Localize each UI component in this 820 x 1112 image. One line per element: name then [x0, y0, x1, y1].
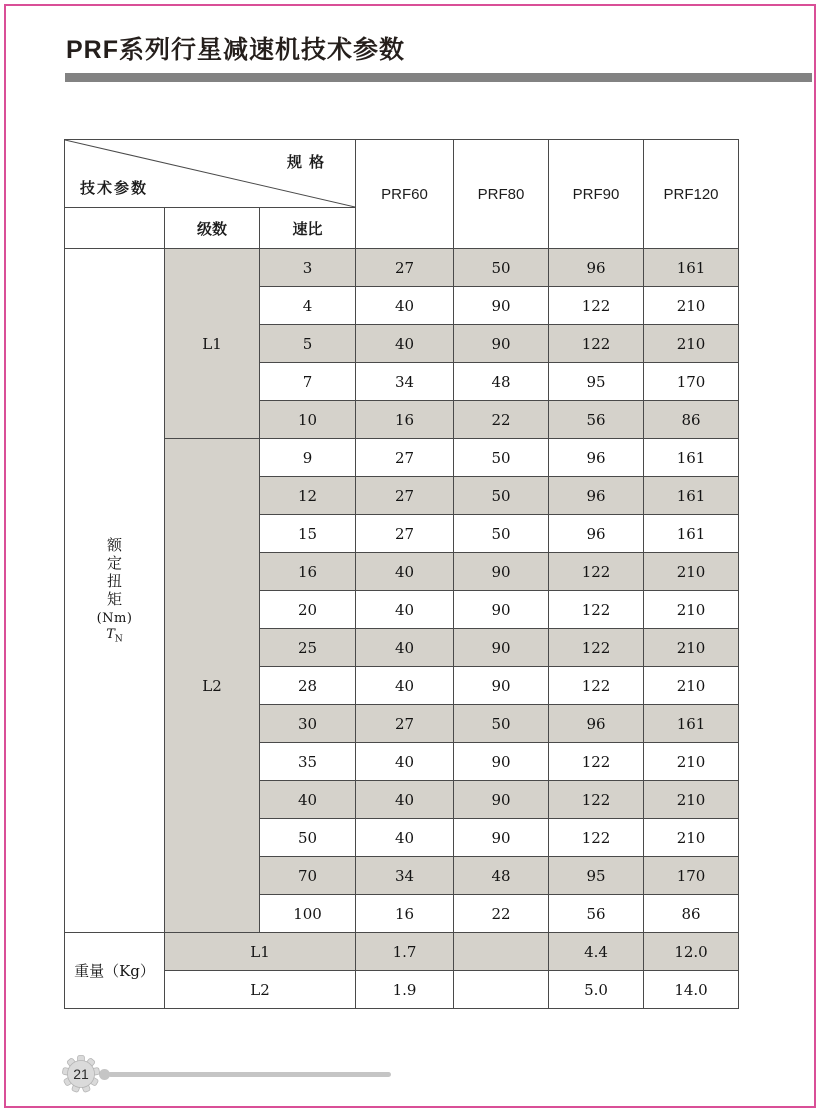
- value-cell: 56: [549, 895, 644, 933]
- spec-table: [64, 139, 739, 1009]
- diagonal-header-cell: [65, 140, 356, 208]
- value-cell: 48: [454, 363, 549, 401]
- value-cell: 90: [454, 325, 549, 363]
- value-cell: 34: [356, 857, 454, 895]
- ratio-cell: 4: [260, 287, 356, 325]
- model-header-prf80: PRF80: [454, 140, 549, 249]
- value-cell: 96: [549, 705, 644, 743]
- value-cell: 96: [549, 515, 644, 553]
- weight-stage-cell-l1: L1: [165, 933, 356, 971]
- value-cell: 27: [356, 515, 454, 553]
- value-cell: 161: [644, 515, 739, 553]
- value-cell: 170: [644, 363, 739, 401]
- value-cell: 90: [454, 781, 549, 819]
- value-cell: 210: [644, 743, 739, 781]
- ratio-cell: 100: [260, 895, 356, 933]
- weight-value-cell: [454, 971, 549, 1009]
- value-cell: 210: [644, 781, 739, 819]
- ratio-cell: 35: [260, 743, 356, 781]
- value-cell: 40: [356, 667, 454, 705]
- ratio-header: 速比: [260, 208, 356, 249]
- ratio-cell: 15: [260, 515, 356, 553]
- value-cell: 96: [549, 249, 644, 287]
- torque-label-stack: 额 定 扭 矩 (Nm) $T_N$: [96, 535, 133, 645]
- value-cell: 90: [454, 553, 549, 591]
- value-cell: 122: [549, 781, 644, 819]
- value-cell: 40: [356, 819, 454, 857]
- gear-page-badge: [60, 1053, 102, 1095]
- page-number: 21: [73, 1066, 89, 1082]
- value-cell: 210: [644, 553, 739, 591]
- stages-header: 级数: [165, 208, 260, 249]
- value-cell: 86: [644, 401, 739, 439]
- ratio-cell: 7: [260, 363, 356, 401]
- value-cell: 22: [454, 895, 549, 933]
- ratio-cell: 16: [260, 553, 356, 591]
- header-row-models: [65, 140, 739, 208]
- value-cell: 22: [454, 401, 549, 439]
- ratio-cell: 5: [260, 325, 356, 363]
- torque-axis-label: [65, 249, 165, 933]
- weight-value-cell: 1.7: [356, 933, 454, 971]
- value-cell: 50: [454, 439, 549, 477]
- value-cell: 40: [356, 743, 454, 781]
- spec-header-label: 规格: [287, 154, 332, 171]
- ratio-cell: 40: [260, 781, 356, 819]
- value-cell: 90: [454, 743, 549, 781]
- value-cell: 40: [356, 553, 454, 591]
- stage-cell-l2: L2: [165, 439, 260, 933]
- value-cell: 210: [644, 591, 739, 629]
- value-cell: 122: [549, 553, 644, 591]
- model-header-prf60: PRF60: [356, 140, 454, 249]
- value-cell: 210: [644, 667, 739, 705]
- value-cell: 161: [644, 439, 739, 477]
- value-cell: 40: [356, 325, 454, 363]
- header-section: [65, 140, 739, 249]
- value-cell: 96: [549, 439, 644, 477]
- value-cell: 122: [549, 325, 644, 363]
- value-cell: 16: [356, 401, 454, 439]
- value-cell: 16: [356, 895, 454, 933]
- value-cell: 27: [356, 439, 454, 477]
- value-cell: 50: [454, 249, 549, 287]
- weight-value-cell: 5.0: [549, 971, 644, 1009]
- ratio-cell: 20: [260, 591, 356, 629]
- value-cell: 27: [356, 477, 454, 515]
- value-cell: 86: [644, 895, 739, 933]
- value-cell: 161: [644, 249, 739, 287]
- value-cell: 122: [549, 743, 644, 781]
- value-cell: 50: [454, 705, 549, 743]
- footer-divider-line: [108, 1072, 391, 1077]
- value-cell: 40: [356, 781, 454, 819]
- weight-stage-cell-l2: L2: [165, 971, 356, 1009]
- value-cell: 90: [454, 667, 549, 705]
- weight-value-cell: 12.0: [644, 933, 739, 971]
- ratio-cell: 50: [260, 819, 356, 857]
- value-cell: 34: [356, 363, 454, 401]
- value-cell: 27: [356, 705, 454, 743]
- value-cell: 90: [454, 629, 549, 667]
- weight-value-cell: 4.4: [549, 933, 644, 971]
- value-cell: 122: [549, 629, 644, 667]
- weight-value-cell: 1.9: [356, 971, 454, 1009]
- torque-row: [65, 439, 739, 477]
- empty-header-cell: [65, 208, 165, 249]
- weight-row: [65, 971, 739, 1009]
- ratio-cell: 70: [260, 857, 356, 895]
- ratio-cell: 9: [260, 439, 356, 477]
- value-cell: 90: [454, 591, 549, 629]
- ratio-cell: 10: [260, 401, 356, 439]
- ratio-cell: 25: [260, 629, 356, 667]
- value-cell: 161: [644, 705, 739, 743]
- weight-label: 重量（Kg）: [65, 933, 165, 1009]
- value-cell: 210: [644, 819, 739, 857]
- value-cell: 210: [644, 629, 739, 667]
- value-cell: 40: [356, 629, 454, 667]
- value-cell: 95: [549, 857, 644, 895]
- value-cell: 122: [549, 819, 644, 857]
- title-underline-bar: [65, 73, 812, 82]
- value-cell: 210: [644, 287, 739, 325]
- value-cell: 122: [549, 287, 644, 325]
- value-cell: 27: [356, 249, 454, 287]
- ratio-cell: 3: [260, 249, 356, 287]
- value-cell: 210: [644, 325, 739, 363]
- value-cell: 50: [454, 477, 549, 515]
- torque-section: [65, 249, 739, 933]
- stage-cell-l1: L1: [165, 249, 260, 439]
- tech-param-header-label: 技术参数: [80, 180, 149, 197]
- weight-row: [65, 933, 739, 971]
- ratio-cell: 30: [260, 705, 356, 743]
- value-cell: 48: [454, 857, 549, 895]
- weight-section: [65, 933, 739, 1009]
- weight-value-cell: [454, 933, 549, 971]
- value-cell: 170: [644, 857, 739, 895]
- value-cell: 40: [356, 591, 454, 629]
- torque-row: [65, 249, 739, 287]
- value-cell: 96: [549, 477, 644, 515]
- page-footer: [60, 1053, 391, 1095]
- value-cell: 90: [454, 819, 549, 857]
- value-cell: 56: [549, 401, 644, 439]
- ratio-cell: 12: [260, 477, 356, 515]
- ratio-cell: 28: [260, 667, 356, 705]
- value-cell: 50: [454, 515, 549, 553]
- value-cell: 90: [454, 287, 549, 325]
- model-header-prf90: PRF90: [549, 140, 644, 249]
- value-cell: 40: [356, 287, 454, 325]
- value-cell: 122: [549, 667, 644, 705]
- value-cell: 122: [549, 591, 644, 629]
- value-cell: 161: [644, 477, 739, 515]
- value-cell: 95: [549, 363, 644, 401]
- page-title: PRF系列行星减速机技术参数: [66, 36, 406, 64]
- weight-value-cell: 14.0: [644, 971, 739, 1009]
- model-header-prf120: PRF120: [644, 140, 739, 249]
